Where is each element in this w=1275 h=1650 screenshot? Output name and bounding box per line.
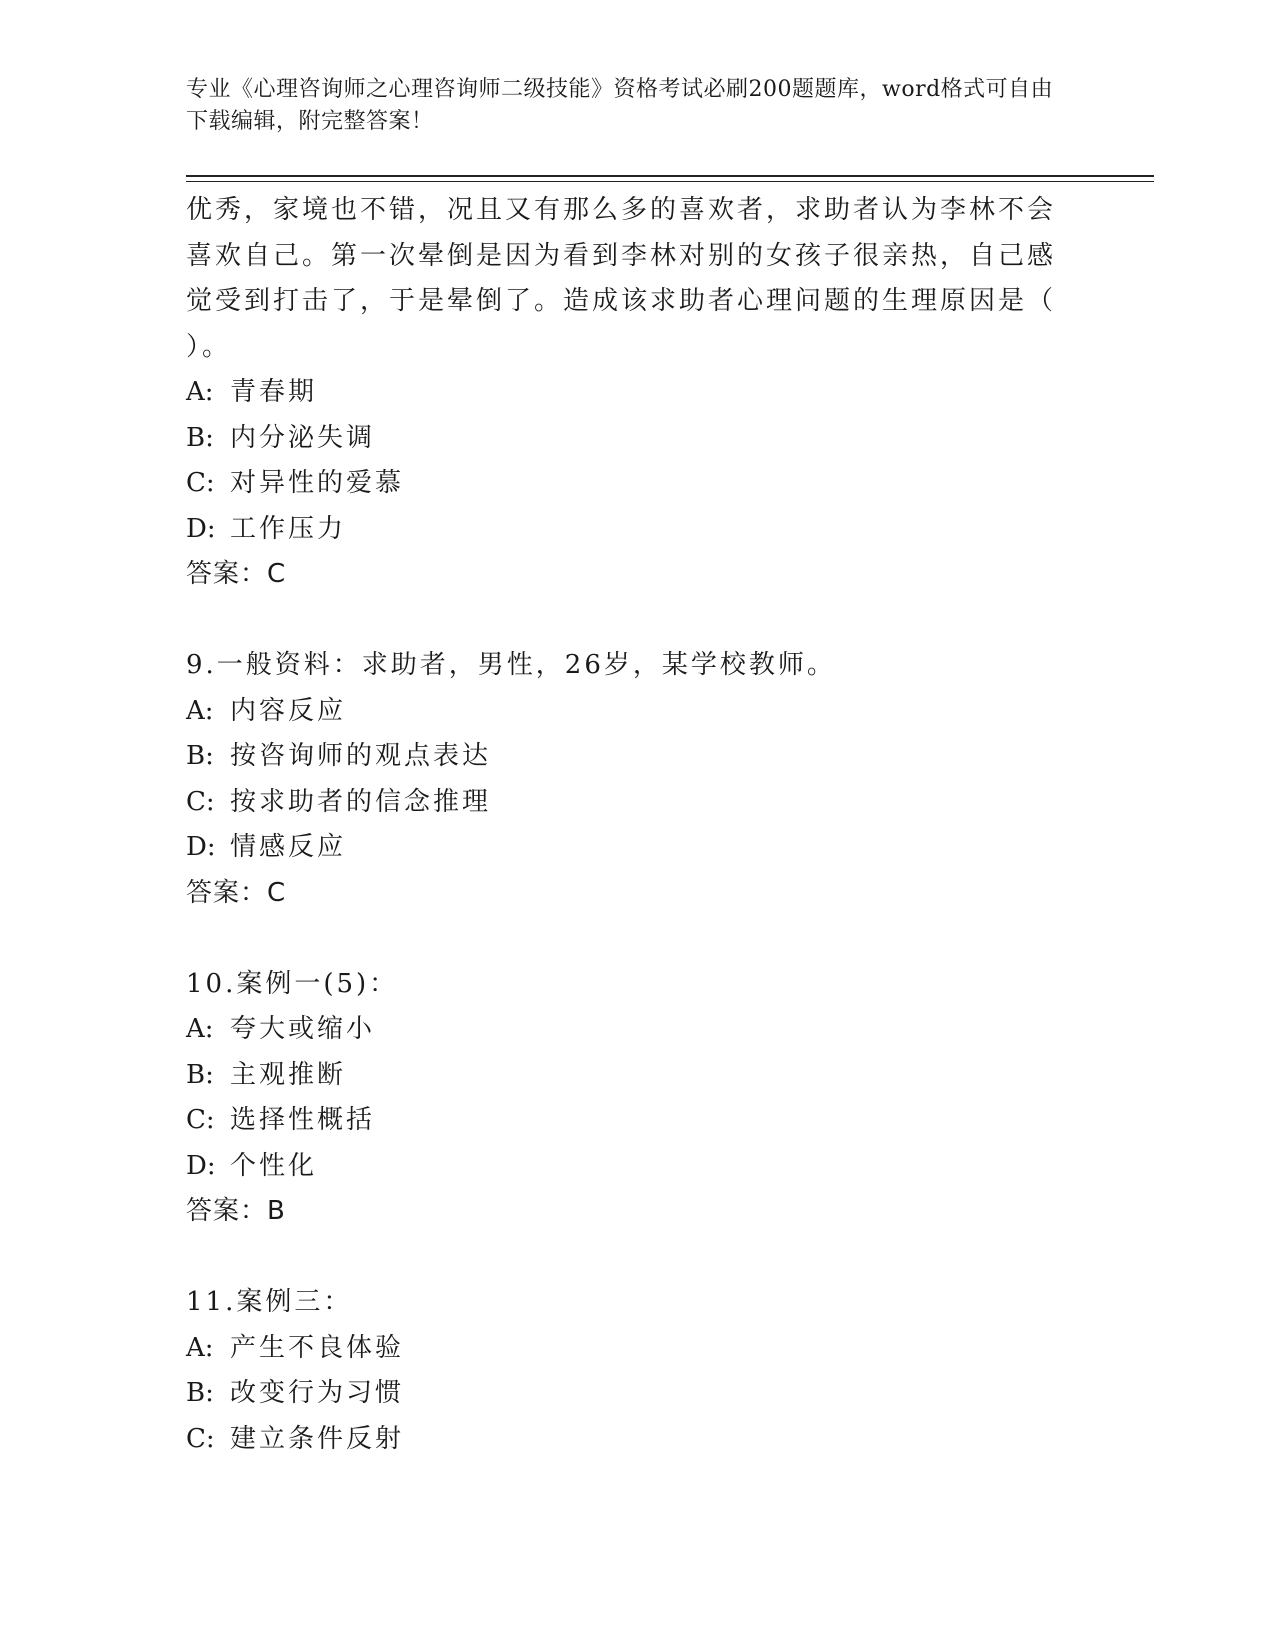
option-letter: D:: [186, 513, 216, 544]
option-text: 夸大或缩小: [230, 1014, 376, 1044]
spacer: [186, 1235, 1066, 1281]
option-letter: A:: [186, 695, 214, 726]
option-b: [186, 734, 1066, 780]
question-11: [186, 1280, 1066, 1462]
option-text: 情感反应: [230, 832, 347, 862]
document-header: 专业《心理咨询师之心理咨询师二级技能》资格考试必刷200题题库，word格式可自由下载编辑，附完整答案！: [186, 77, 1054, 134]
option-text: 产生不良体验: [230, 1332, 405, 1363]
option-d: [186, 507, 1066, 553]
option-letter: B:: [186, 422, 214, 453]
option-letter: C:: [186, 1105, 215, 1135]
option-text: 对异性的爱慕: [230, 468, 405, 498]
header-rule-thick: [186, 175, 1154, 177]
option-b: [186, 1053, 1066, 1099]
question-stem-line: ）。: [186, 331, 232, 362]
question-stem: 11.案例三：: [186, 1287, 353, 1317]
spacer: [186, 916, 1066, 962]
question-10: [186, 962, 1066, 1235]
option-letter: C:: [186, 1423, 215, 1454]
question-stem: 10.案例一(5)：: [186, 968, 399, 999]
option-letter: A:: [186, 377, 214, 407]
question-8: [186, 188, 1066, 598]
option-text: 按咨询师的观点表达: [230, 741, 492, 771]
question-stem: 9.一般资料：求助者，男性，26岁，某学校教师。: [186, 650, 836, 680]
option-c: [186, 1098, 1066, 1144]
question-content: [186, 188, 1066, 1462]
answer-line: 答案：C: [186, 877, 287, 908]
option-text: 内容反应: [230, 695, 347, 726]
option-c: [186, 1417, 1066, 1463]
option-letter: C:: [186, 786, 215, 817]
option-letter: B:: [186, 741, 214, 771]
option-letter: D:: [186, 832, 216, 862]
option-d: [186, 825, 1066, 871]
option-b: [186, 1371, 1066, 1417]
option-a: [186, 370, 1066, 416]
option-d: [186, 1144, 1066, 1190]
spacer: [186, 598, 1066, 644]
option-a: [186, 689, 1066, 735]
question-stem-line: 觉受到打击了，于是晕倒了。造成该求助者心理问题的生理原因是（: [186, 286, 1057, 316]
option-text: 选择性概括: [230, 1105, 376, 1135]
option-text: 工作压力: [230, 513, 347, 544]
option-text: 个性化: [230, 1150, 318, 1181]
option-text: 建立条件反射: [230, 1423, 405, 1454]
question-stem-line: 喜欢自己。第一次晕倒是因为看到李林对别的女孩子很亲热，自己感: [186, 240, 1057, 271]
answer-line: 答案：C: [186, 559, 287, 589]
header-rule-thin: [186, 181, 1154, 182]
option-text: 青春期: [230, 377, 318, 407]
option-letter: A:: [186, 1332, 214, 1363]
question-9: [186, 643, 1066, 916]
answer-line: 答案：B: [186, 1196, 286, 1226]
option-text: 改变行为习惯: [230, 1378, 405, 1408]
option-a: [186, 1007, 1066, 1053]
question-stem-line: 优秀，家境也不错，况且又有那么多的喜欢者，求助者认为李林不会: [186, 195, 1057, 225]
option-b: [186, 416, 1066, 462]
option-letter: B:: [186, 1059, 214, 1090]
option-letter: A:: [186, 1014, 214, 1044]
option-text: 主观推断: [230, 1059, 347, 1090]
option-text: 按求助者的信念推理: [230, 786, 492, 817]
option-letter: D:: [186, 1150, 216, 1181]
option-a: [186, 1326, 1066, 1372]
option-letter: B:: [186, 1378, 214, 1408]
option-letter: C:: [186, 468, 215, 498]
option-text: 内分泌失调: [230, 422, 376, 453]
option-c: [186, 461, 1066, 507]
option-c: [186, 780, 1066, 826]
